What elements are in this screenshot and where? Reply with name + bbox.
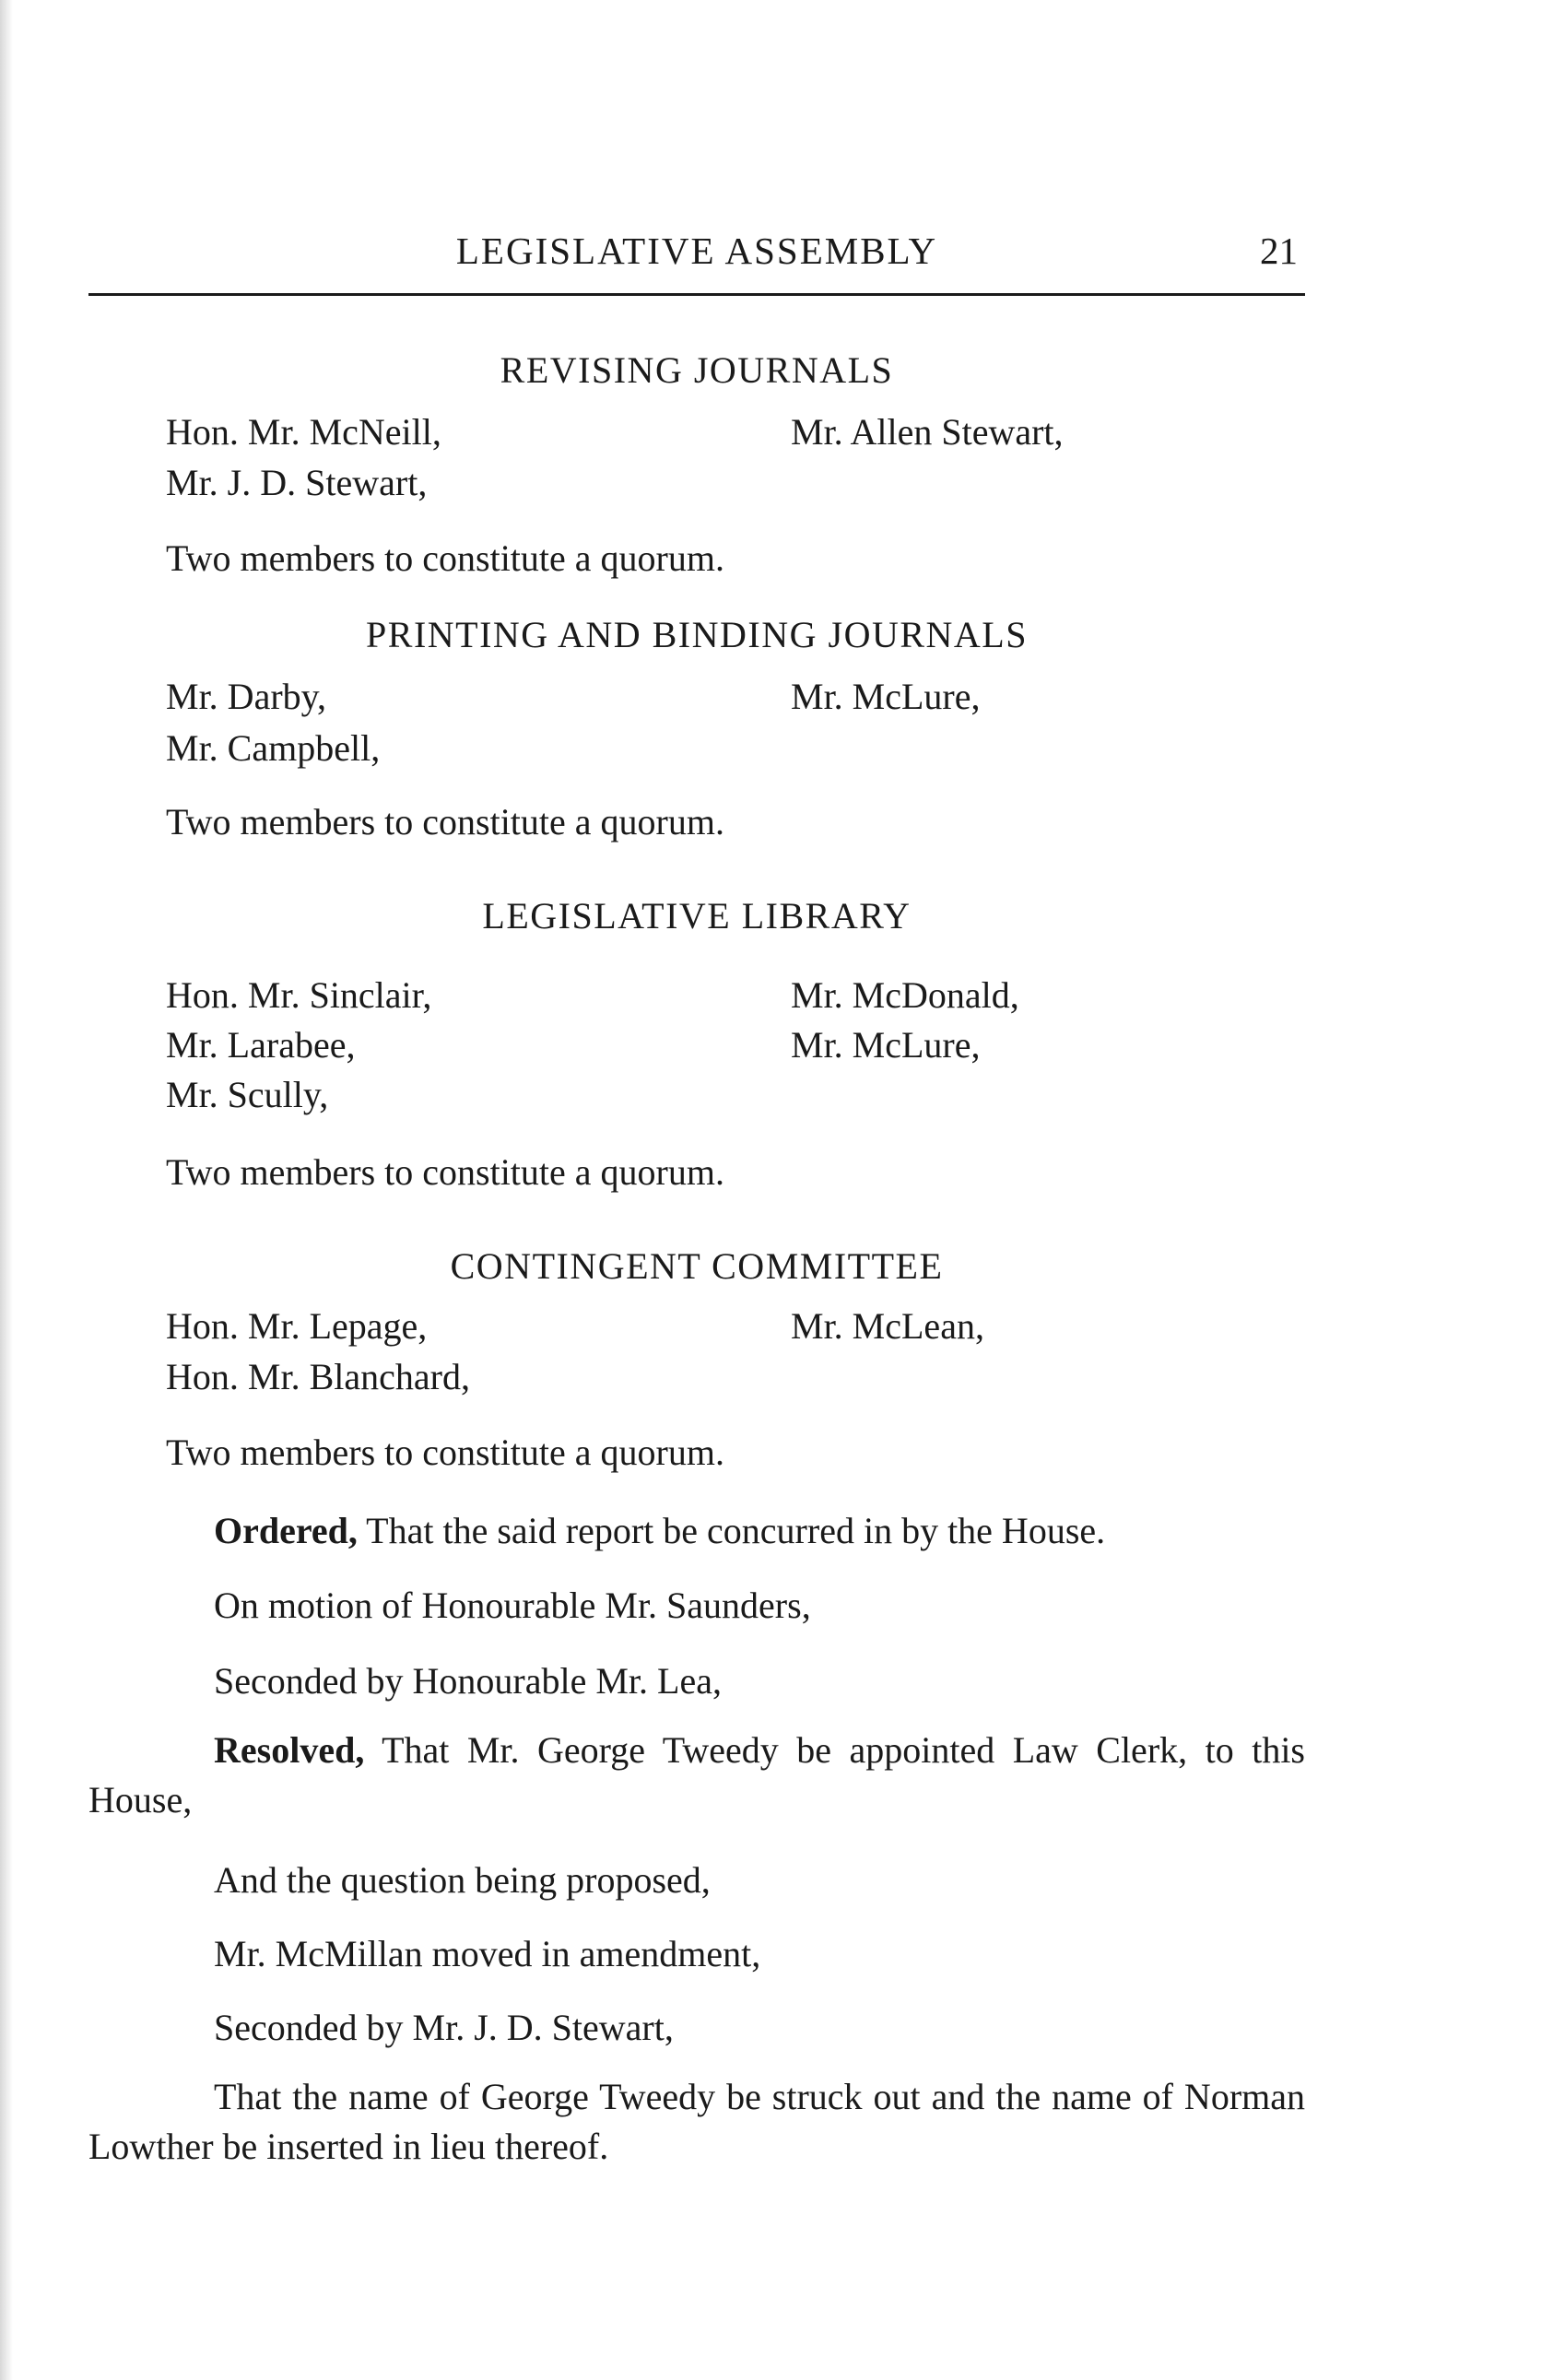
member-name: Mr. McLure, xyxy=(791,1024,981,1066)
section-heading-printing-binding: PRINTING AND BINDING JOURNALS xyxy=(366,614,1028,655)
seconded-line: Seconded by Mr. J. D. Stewart, xyxy=(214,2007,674,2048)
ordered-paragraph xyxy=(214,1509,1105,1552)
ordered-text: That the said report be concurred in by the House. xyxy=(357,1510,1106,1551)
page-number: 21 xyxy=(1260,230,1298,272)
section-heading-contingent-committee: CONTINGENT COMMITTEE xyxy=(450,1245,944,1287)
section-heading-legislative-library: LEGISLATIVE LIBRARY xyxy=(482,895,912,937)
running-title: LEGISLATIVE ASSEMBLY xyxy=(455,230,938,272)
member-name: Mr. Darby, xyxy=(166,676,327,717)
header-rule xyxy=(88,293,1305,296)
motion-line: On motion of Honourable Mr. Saunders, xyxy=(214,1585,811,1626)
quorum-note: Two members to constitute a quorum. xyxy=(166,1432,724,1473)
resolved-paragraph xyxy=(88,1726,1305,1825)
member-name: Mr. McDonald, xyxy=(791,974,1019,1016)
member-name: Mr. J. D. Stewart, xyxy=(166,462,428,503)
ordered-label: Ordered, xyxy=(214,1510,358,1551)
question-line: And the question being proposed, xyxy=(214,1859,711,1901)
member-name: Hon. Mr. Sinclair, xyxy=(166,974,432,1016)
seconded-line: Seconded by Honourable Mr. Lea, xyxy=(214,1660,722,1702)
member-name: Mr. McLure, xyxy=(791,676,981,717)
member-name: Mr. Scully, xyxy=(166,1074,329,1115)
member-name: Mr. Campbell, xyxy=(166,727,381,769)
amendment-line: Mr. McMillan moved in amendment, xyxy=(214,1933,761,1974)
member-name: Mr. McLean, xyxy=(791,1305,984,1347)
section-heading-revising-journals: REVISING JOURNALS xyxy=(500,349,894,391)
amendment-text-paragraph: That the name of George Tweedy be struck out and the name of Norman Lowther be inserted in lieu thereof. xyxy=(88,2076,1305,2167)
member-name: Hon. Mr. Lepage, xyxy=(166,1305,428,1347)
quorum-note: Two members to constitute a quorum. xyxy=(166,1151,724,1193)
member-name: Mr. Larabee, xyxy=(166,1024,356,1066)
resolved-text: That Mr. George Tweedy be appointed Law Clerk, to this House, xyxy=(88,1729,1305,1820)
quorum-note: Two members to constitute a quorum. xyxy=(166,537,724,579)
resolved-label: Resolved, xyxy=(214,1729,365,1771)
member-name: Mr. Allen Stewart, xyxy=(791,411,1064,453)
quorum-note: Two members to constitute a quorum. xyxy=(166,801,724,842)
member-name: Hon. Mr. Blanchard, xyxy=(166,1356,470,1397)
member-name: Hon. Mr. McNeill, xyxy=(166,411,441,453)
running-head xyxy=(88,229,1305,284)
